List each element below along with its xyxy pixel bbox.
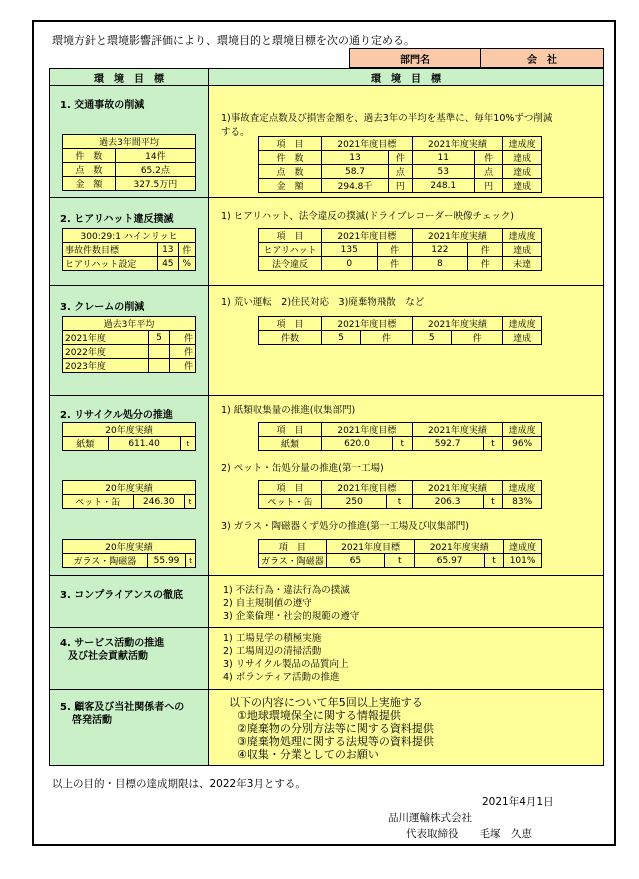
section-description: 1) ヒアリハット、法令違反の撲滅(ドライブレコーダー映像チェック) — [221, 211, 514, 222]
section-description: 1)事故査定点数及び損害金額を、過去3年の半均を基準に、毎年10%ずつ削減する。 — [221, 113, 553, 138]
representative: 代表取締役 毛塚 久恵 — [406, 828, 532, 840]
list-item: ②廃棄物の分別方法等に関する資料提供 — [237, 722, 434, 735]
section-service-activities — [49, 628, 604, 690]
section-title: 1. 交通事故の削減 — [60, 100, 145, 111]
section-outreach — [49, 690, 604, 766]
sub-description: 1) 紙類収集量の推進(収集部門) — [221, 405, 356, 416]
left-column-header: 環 境 目 標 — [50, 69, 209, 85]
past-average-table: 過去3年平均 2021年度 5 件 2022年度 件 2023年度 件 — [62, 316, 196, 373]
dept-label: 部門名 — [350, 49, 481, 68]
table-row: 件数 5 件 5 件 達成 — [259, 331, 542, 345]
table-row: ペット・缶 250 t 206.3 t 83% — [259, 495, 542, 509]
table-row: ガラス・陶磁器 65 t 65.97 t 101% — [259, 554, 542, 568]
recycling-actual-pet: 20年度実績 ペット・缶 246.30 t — [62, 480, 196, 509]
results-table: 項 目 2021年度目標 2021年度実績 達成度 ヒアリハット 135 件 122 件 達成 法令違反 0 件 8 件 未達 — [258, 228, 542, 271]
table-row: 点 数 58.7 点 53 点 達成 — [259, 165, 542, 179]
column-header — [49, 68, 604, 86]
section-compliance — [49, 576, 604, 628]
results-table-glass: 項 目 2021年度目標 2021年度実績 達成度 ガラス・陶磁器 65 t 65.97 t 101% — [258, 539, 542, 568]
section-subtitle: 啓発活動 — [72, 715, 112, 726]
section-traffic-accidents — [49, 86, 604, 198]
section-description: 1) 荒い運転 2)住民対応 3)廃棄物飛散 など — [221, 297, 425, 308]
heinrich-table: 300:29:1 ハインリッヒ 事故件数目標 13 件 ヒアリハット設定 45 % — [62, 228, 196, 271]
section-title: 2. リサイクル処分の推進 — [60, 410, 173, 421]
section-title: 2. ヒアリハット違反撲滅 — [60, 214, 174, 225]
list-item: ④収集・分業としてのお願い — [237, 748, 379, 761]
list-item: 1) 工場見学の積極実施 — [223, 633, 322, 644]
sub-description: 2) ペット・缶処分量の推進(第一工場) — [221, 463, 384, 474]
list-item: 3) 企業倫理・社会的規範の遵守 — [223, 611, 360, 622]
compliance-list — [223, 584, 359, 623]
list-item: ①地球環境保全に関する情報提供 — [237, 709, 401, 722]
section-title: 3. コンプライアンスの徹底 — [60, 590, 183, 601]
results-table-paper: 項 目 2021年度目標 2021年度実績 達成度 紙類 620.0 t 592.7 t 96% — [258, 422, 542, 451]
service-list — [223, 632, 348, 684]
section-title: 4. サービス活動の推進 — [60, 638, 165, 649]
results-table: 項 目 2021年度目標 2021年度実績 達成度 件 数 13 件 11 件 達成 点 数 58.7 点 53 点 達成 金 額 294.8千 円 248.1 円 達成 — [258, 136, 542, 193]
table-row: ヒアリハット 135 件 122 件 達成 — [259, 243, 542, 257]
list-item: 2) 工場周辺の清掃活動 — [223, 646, 322, 657]
right-column-header: 環 境 目 標 — [209, 69, 603, 85]
results-table: 項 目 2021年度目標 2021年度実績 達成度 件数 5 件 5 件 達成 — [258, 316, 542, 345]
list-item: 3) リサイクル製品の品質向上 — [223, 659, 349, 670]
deadline-text: 以上の目的・目標の達成期限は、2022年3月とする。 — [52, 778, 306, 790]
sub-description: 3) ガラス・陶磁器くず処分の推進(第一工場及び収集部門) — [221, 521, 469, 532]
list-item: 以下の内容について年5回以上実施する — [229, 696, 423, 709]
list-item: 2) 自主規制値の遵守 — [223, 598, 312, 609]
table-row: 金 額 294.8千 円 248.1 円 達成 — [259, 179, 542, 193]
recycling-actual-glass: 20年度実績 ガラス・陶磁器 55.99 t — [62, 539, 196, 568]
table-row: 法令違反 0 件 8 件 未達 — [259, 257, 542, 271]
issue-date: 2021年4月1日 — [482, 796, 554, 808]
table-row: 件 数 13 件 11 件 達成 — [259, 151, 542, 165]
section-title: 5. 顧客及び当社関係者への — [60, 702, 185, 713]
results-table-pet: 項 目 2021年度目標 2021年度実績 達成度 ペット・缶 250 t 206.3 t 83% — [258, 480, 542, 509]
section-subtitle: 及び社会貢献活動 — [68, 651, 148, 662]
intro-text: 環境方針と環境影響評価により、環境目的と環境目標を次の通り定める。 — [52, 34, 415, 47]
dept-value: 会 社 — [481, 49, 604, 68]
section-near-miss — [49, 198, 604, 286]
list-item: 1) 不法行為・違法行為の撲滅 — [223, 585, 350, 596]
list-item: 4) ボランティア活動の推進 — [223, 672, 340, 683]
section-title: 3. クレームの削減 — [60, 302, 145, 313]
dept-header — [349, 48, 604, 68]
list-item: ③廃棄物処理に関する法規等の資料提供 — [237, 735, 434, 748]
outreach-list — [229, 696, 434, 761]
table-row: 紙類 620.0 t 592.7 t 96% — [259, 437, 542, 451]
company-name: 品川運輸株式会社 — [388, 812, 472, 824]
past-average-table: 過去3年間平均 件 数 14件 点 数 65.2点 金 額 327.5万円 — [62, 134, 196, 191]
section-recycling — [49, 396, 604, 576]
recycling-actual-paper: 20年度実績 紙類 611.40 t — [62, 422, 196, 451]
section-complaints — [49, 286, 604, 396]
